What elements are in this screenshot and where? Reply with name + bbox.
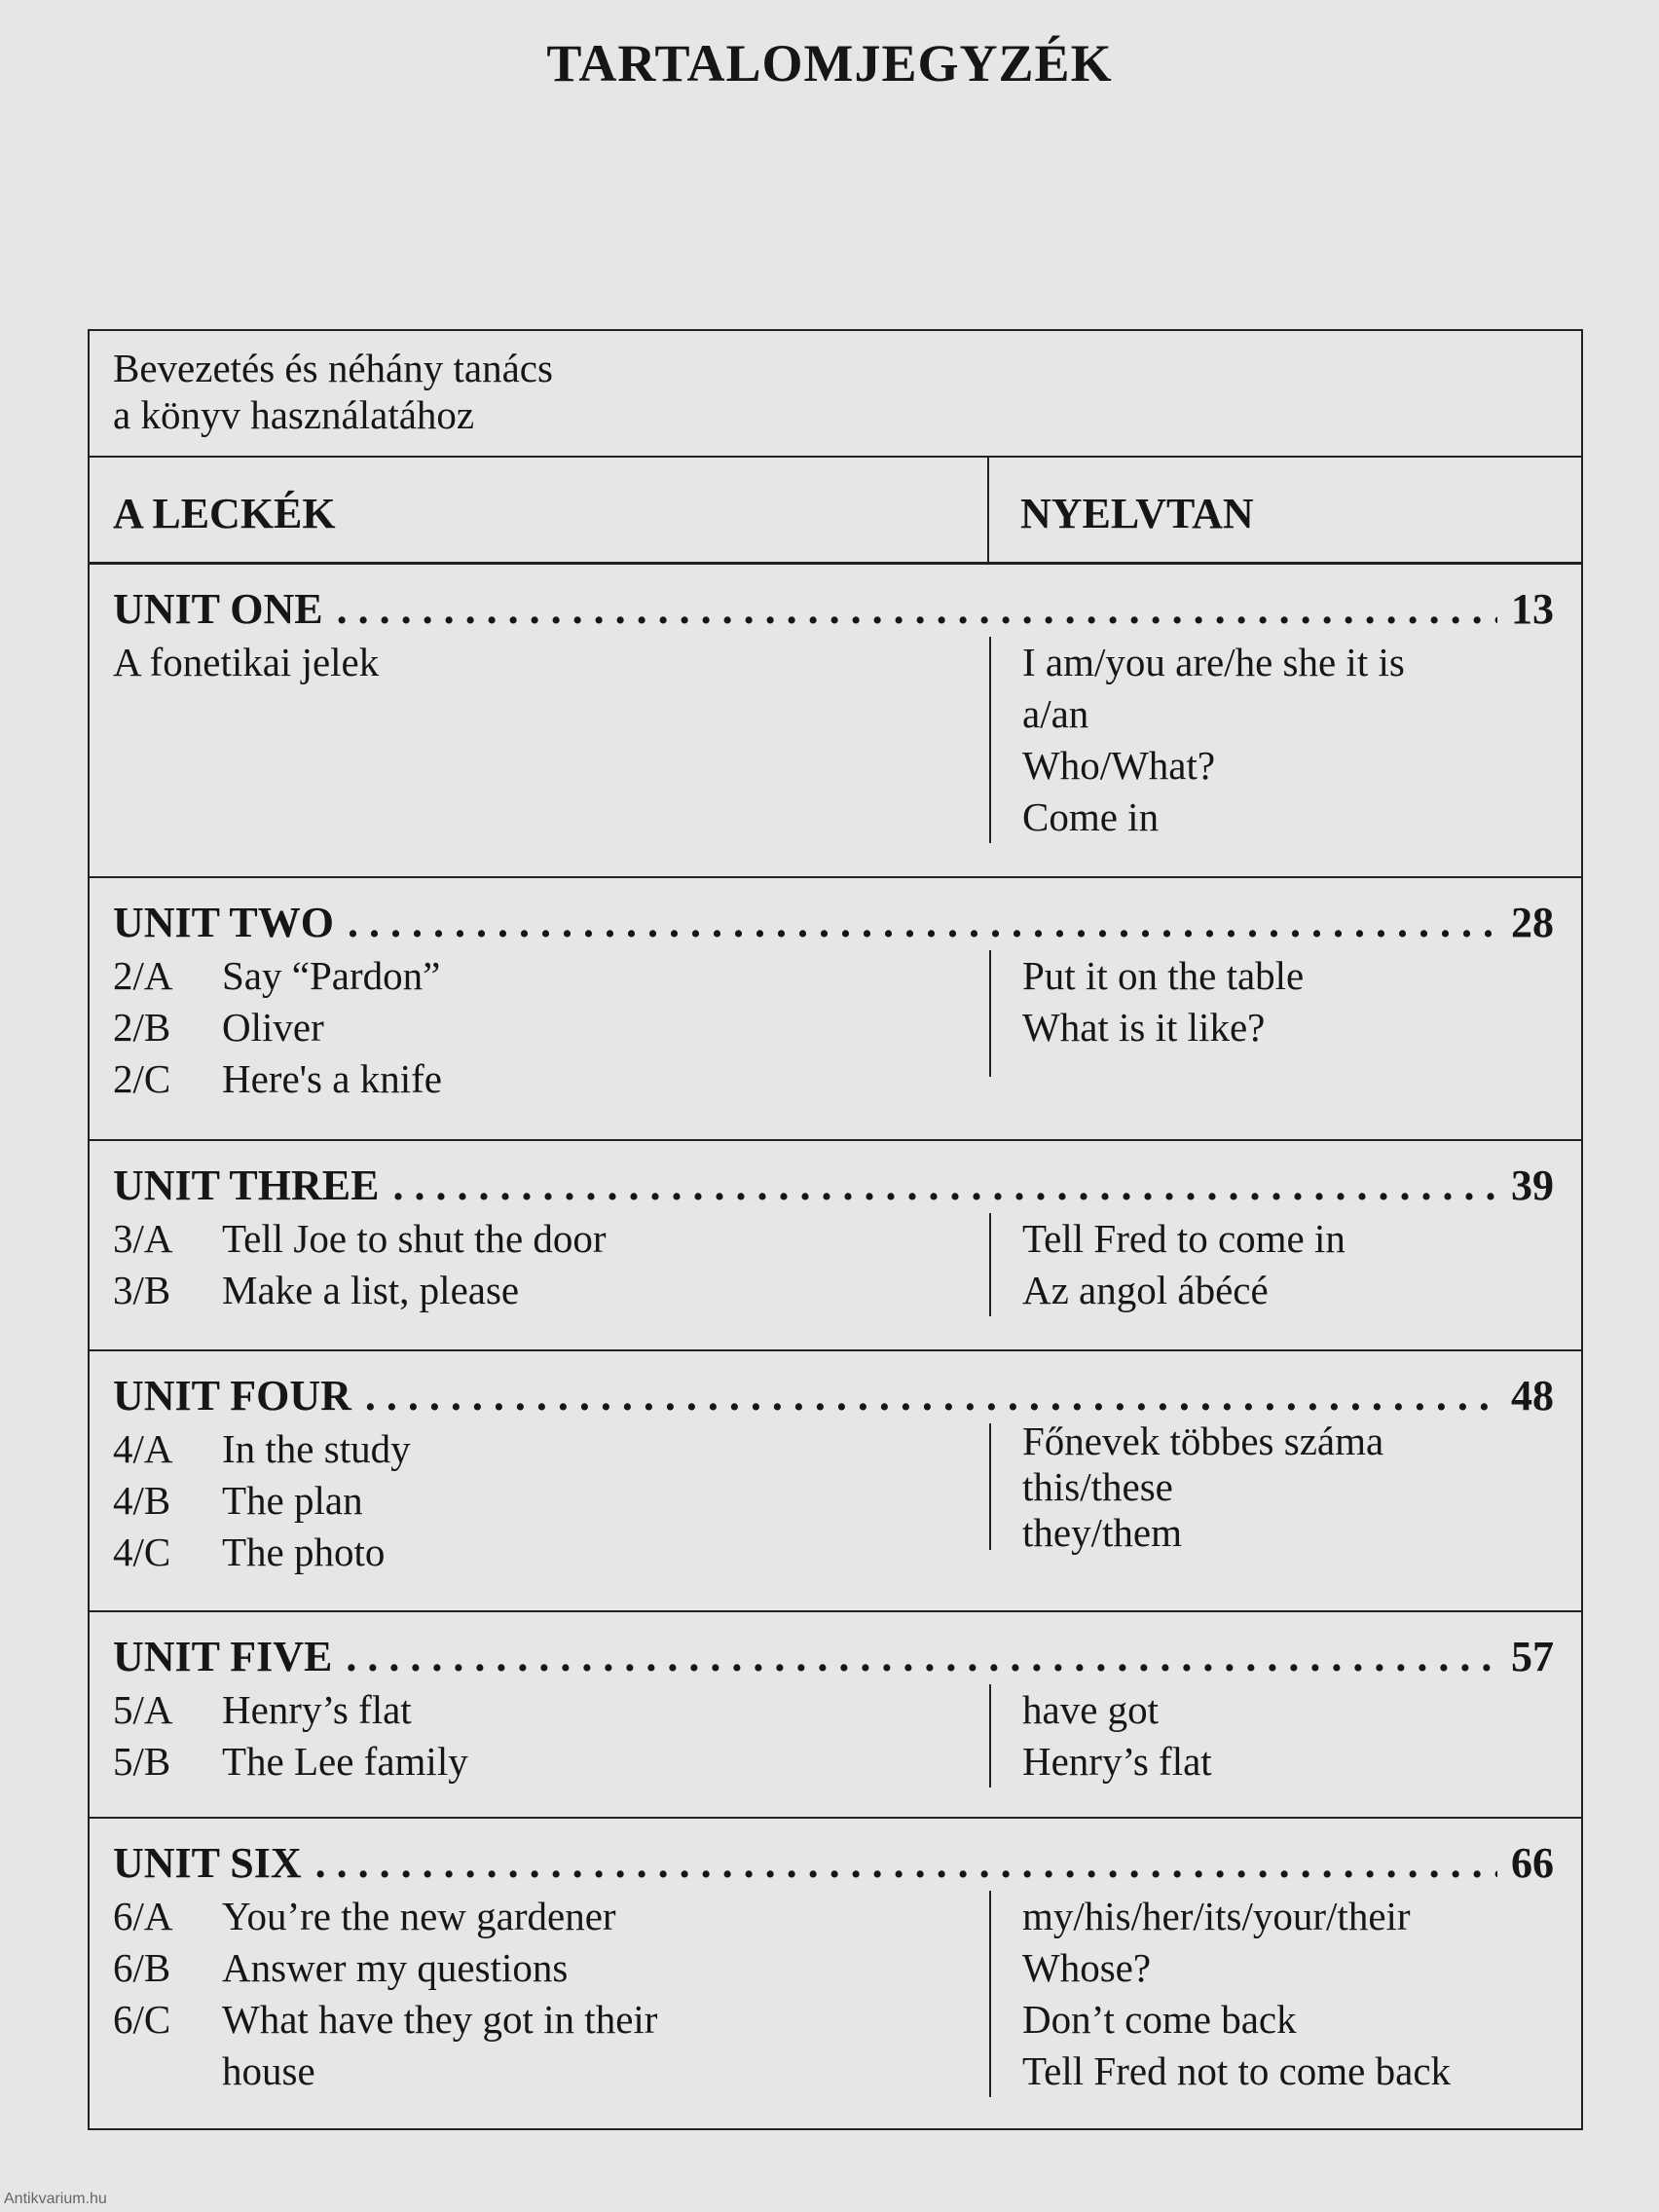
- unit-page-number: 39: [1511, 1161, 1554, 1209]
- grammar-item: Who/What?: [1022, 743, 1216, 788]
- unit-name: UNIT ONE: [113, 585, 323, 633]
- grammar-list: [989, 1213, 1346, 1316]
- grammar-item: Don’t come back: [1022, 1997, 1297, 2042]
- unit-name: UNIT TWO: [113, 899, 335, 946]
- unit-name: UNIT SIX: [113, 1839, 302, 1887]
- grammar-item: What is it like?: [1022, 1005, 1266, 1050]
- lesson-code: 2/A: [113, 953, 173, 998]
- unit-section: [90, 565, 1581, 878]
- unit-heading: [113, 898, 1554, 950]
- lesson-item: [113, 950, 989, 1002]
- lesson-list: [113, 1891, 989, 2097]
- lesson-title: The photo: [222, 1530, 386, 1574]
- lesson-item: [113, 1423, 989, 1475]
- lesson-item: [113, 2046, 989, 2097]
- lesson-code: 3/B: [113, 1268, 171, 1312]
- grammar-item: I am/you are/he she it is: [1022, 640, 1405, 684]
- grammar-item: Whose?: [1022, 1945, 1152, 1990]
- lesson-item: [113, 1942, 989, 1994]
- grammar-list: [989, 637, 1405, 843]
- grammar-item: have got: [1022, 1687, 1160, 1732]
- unit-name: UNIT FIVE: [113, 1633, 333, 1680]
- unit-heading: [113, 1371, 1554, 1423]
- grammar-item: my/his/her/its/your/their: [1022, 1894, 1411, 1938]
- grammar-list: [989, 1891, 1451, 2097]
- lesson-title: In the study: [222, 1426, 411, 1471]
- unit-page-number: 57: [1511, 1633, 1554, 1680]
- unit-heading: [113, 584, 1554, 637]
- grammar-item: they/them: [1022, 1510, 1182, 1555]
- lesson-item: [113, 1475, 989, 1527]
- lesson-title: Tell Joe to shut the door: [222, 1216, 607, 1261]
- lesson-title: Henry’s flat: [222, 1687, 412, 1732]
- lesson-code: 4/C: [113, 1530, 171, 1574]
- grammar-item: Tell Fred not to come back: [1022, 2048, 1452, 2093]
- grammar-item: this/these: [1022, 1464, 1173, 1509]
- dot-leader: [348, 898, 1497, 947]
- unit-heading: [113, 1632, 1554, 1684]
- lesson-code: 4/A: [113, 1426, 173, 1471]
- unit-page-number: 66: [1511, 1839, 1554, 1887]
- lesson-title: A fonetikai jelek: [113, 640, 380, 684]
- unit-name: UNIT THREE: [113, 1161, 380, 1209]
- lesson-title: Make a list, please: [222, 1268, 520, 1312]
- lesson-title: The Lee family: [222, 1739, 468, 1784]
- toc-table: [88, 329, 1583, 2130]
- unit-section: [90, 1819, 1581, 2126]
- lesson-list: [113, 1684, 989, 1788]
- lesson-code: 6/C: [113, 1997, 171, 2042]
- unit-page-number: 28: [1511, 899, 1554, 946]
- unit-page-number: 13: [1511, 585, 1554, 633]
- grammar-item: Henry’s flat: [1022, 1739, 1212, 1784]
- lesson-code: 5/B: [113, 1739, 171, 1784]
- unit-section: [90, 878, 1581, 1141]
- intro-cell: [90, 331, 1581, 458]
- lesson-item: [113, 1527, 989, 1578]
- lesson-code: 6/A: [113, 1894, 173, 1938]
- lesson-item: [113, 1213, 989, 1265]
- grammar-item: Come in: [1022, 794, 1160, 839]
- unit-heading: [113, 1838, 1554, 1891]
- lesson-item: [113, 1891, 989, 1942]
- grammar-item: Tell Fred to come in: [1022, 1216, 1346, 1261]
- lesson-list: [113, 637, 989, 843]
- grammar-list: [989, 950, 1304, 1077]
- dot-leader: [315, 1838, 1497, 1888]
- lesson-code: 2/B: [113, 1005, 171, 1050]
- grammar-item: Főnevek többes száma: [1022, 1419, 1384, 1463]
- lesson-code: 5/A: [113, 1687, 173, 1732]
- watermark: Antikvarium.hu: [4, 2191, 107, 2207]
- lesson-item: [113, 1265, 989, 1316]
- lesson-title: Say “Pardon”: [222, 953, 441, 998]
- lesson-list: [113, 1213, 989, 1316]
- lessons-header: A LECKÉK: [90, 458, 989, 562]
- lesson-code: 4/B: [113, 1478, 171, 1523]
- lesson-title: You’re the new gardener: [222, 1894, 616, 1938]
- lesson-list: [113, 1423, 989, 1578]
- lesson-item: [113, 1002, 989, 1053]
- column-headers: [90, 458, 1581, 565]
- lesson-title: Oliver: [222, 1005, 324, 1050]
- unit-heading: [113, 1161, 1554, 1213]
- dot-leader: [346, 1632, 1497, 1681]
- lesson-title: Here's a knife: [222, 1056, 442, 1101]
- lesson-list: [113, 950, 989, 1105]
- grammar-item: Put it on the table: [1022, 953, 1305, 998]
- grammar-header: NYELVTAN: [1020, 490, 1254, 537]
- lesson-title: Answer my questions: [222, 1945, 569, 1990]
- lesson-item: [113, 1994, 989, 2046]
- lesson-item: [113, 1736, 989, 1788]
- unit-name: UNIT FOUR: [113, 1372, 351, 1419]
- lesson-code: 3/A: [113, 1216, 173, 1261]
- intro-line-1: Bevezetés és néhány tanács: [113, 346, 553, 390]
- dot-leader: [392, 1161, 1497, 1210]
- grammar-item: Az angol ábécé: [1022, 1268, 1269, 1312]
- page-title: TARTALOMJEGYZÉK: [546, 34, 1113, 92]
- grammar-list: [989, 1419, 1384, 1555]
- unit-section: [90, 1612, 1581, 1819]
- lesson-code: [113, 2046, 222, 2097]
- grammar-item: a/an: [1022, 691, 1089, 736]
- unit-page-number: 48: [1511, 1372, 1554, 1419]
- dot-leader: [365, 1371, 1497, 1420]
- grammar-list: [989, 1684, 1212, 1788]
- lesson-item: [113, 1684, 989, 1736]
- lesson-item: [113, 1053, 989, 1105]
- lesson-item: [113, 637, 989, 688]
- lesson-code: 6/B: [113, 1945, 171, 1990]
- lesson-title: The plan: [222, 1478, 363, 1523]
- unit-section: [90, 1351, 1581, 1612]
- intro-line-2: a könyv használatához: [113, 392, 475, 437]
- lesson-code: 2/C: [113, 1056, 171, 1101]
- unit-section: [90, 1141, 1581, 1351]
- dot-leader: [337, 584, 1497, 634]
- lesson-title: house: [222, 2048, 315, 2093]
- lesson-title: What have they got in their: [222, 1997, 658, 2042]
